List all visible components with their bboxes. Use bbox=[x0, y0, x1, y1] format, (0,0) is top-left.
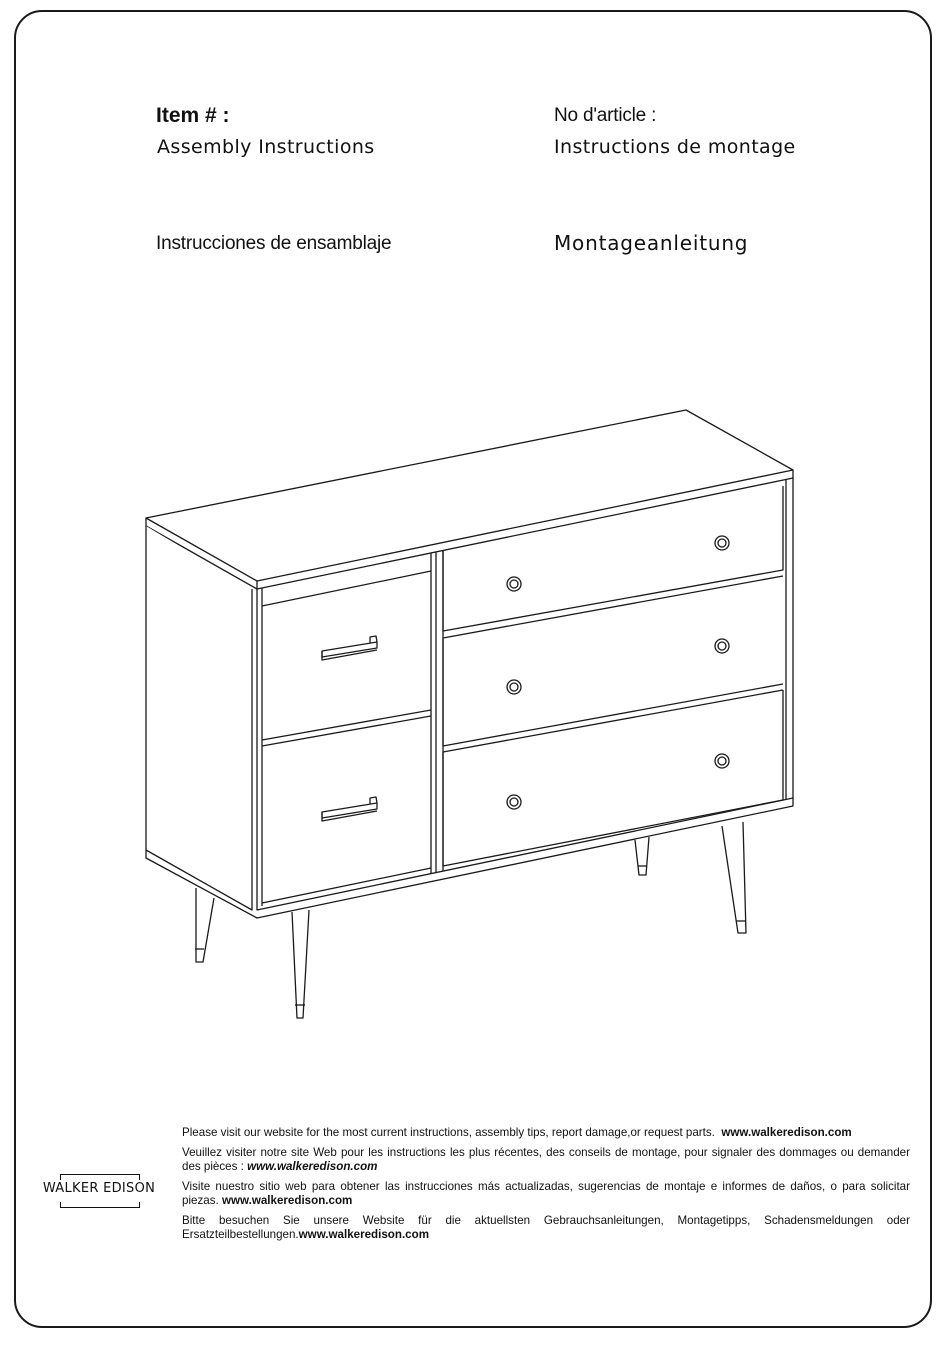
right-drawer-3 bbox=[443, 690, 783, 866]
right-drawer-2 bbox=[443, 638, 783, 746]
left-drawer-top bbox=[262, 571, 431, 606]
dresser-side-panel bbox=[146, 526, 252, 910]
footer-fr-text: Veuillez visiter notre site Web pour les instructions les plus récentes, des conseils de montage, pour signaler des dommages ou demander des pièces : bbox=[182, 1145, 910, 1173]
knob-3b bbox=[715, 754, 729, 768]
assembly-instructions-es: Instrucciones de ensamblaje bbox=[156, 233, 392, 254]
bar-handle-bottom bbox=[322, 797, 377, 821]
footer-en bbox=[182, 1126, 910, 1141]
assembly-instructions-de: Montageanleitung bbox=[554, 231, 749, 255]
footer-de-url[interactable]: www.walkeredison.com bbox=[298, 1228, 430, 1241]
item-number-label: Item # : bbox=[156, 104, 230, 127]
leg-back-left bbox=[195, 888, 214, 962]
footer-fr-url[interactable]: www.walkeredison.com bbox=[247, 1160, 378, 1173]
logo-bracket-bottom bbox=[60, 1202, 140, 1208]
leg-back-right bbox=[635, 837, 649, 875]
assembly-instructions-fr: Instructions de montage bbox=[554, 136, 796, 158]
logo-text: WALKER EDISON bbox=[42, 1181, 156, 1196]
footer-de bbox=[182, 1214, 910, 1243]
left-drawer-bottom bbox=[262, 868, 431, 903]
bar-handle-top bbox=[322, 636, 377, 660]
no-article-label: No d'article : bbox=[554, 105, 657, 126]
dresser-top bbox=[146, 410, 793, 581]
knob-2b bbox=[715, 639, 729, 653]
leg-front-right bbox=[722, 822, 746, 933]
footer-notice bbox=[182, 1126, 910, 1248]
knob-3a bbox=[507, 795, 521, 809]
footer-en-url[interactable]: www.walkeredison.com bbox=[721, 1126, 852, 1139]
dresser-illustration bbox=[130, 400, 810, 1040]
footer-es-text: Visite nuestro sitio web para obtener las instrucciones más actualizadas, sugerencias de montaje e informes de daños, o para solicitar piezas. bbox=[182, 1179, 910, 1207]
assembly-instructions-en: Assembly Instructions bbox=[157, 136, 375, 158]
walker-edison-logo bbox=[38, 1174, 160, 1208]
footer-en-text: Please visit our website for the most current instructions, assembly tips, report damage,or request parts. bbox=[182, 1126, 715, 1139]
leg-front-left bbox=[292, 910, 309, 1018]
knob-1a bbox=[507, 577, 521, 591]
logo-bracket-top bbox=[60, 1174, 140, 1180]
footer-es-url[interactable]: www.walkeredison.com bbox=[221, 1194, 353, 1207]
knob-2a bbox=[507, 680, 521, 694]
knob-1b bbox=[715, 536, 729, 550]
footer-de-text: Bitte besuchen Sie unsere Website für die aktuellsten Gebrauchsanleitungen, Montagetipps, Schadensmeldungen oder Ersatzteilbestellungen. bbox=[182, 1213, 910, 1241]
footer-fr bbox=[182, 1146, 910, 1175]
footer-es bbox=[182, 1180, 910, 1209]
